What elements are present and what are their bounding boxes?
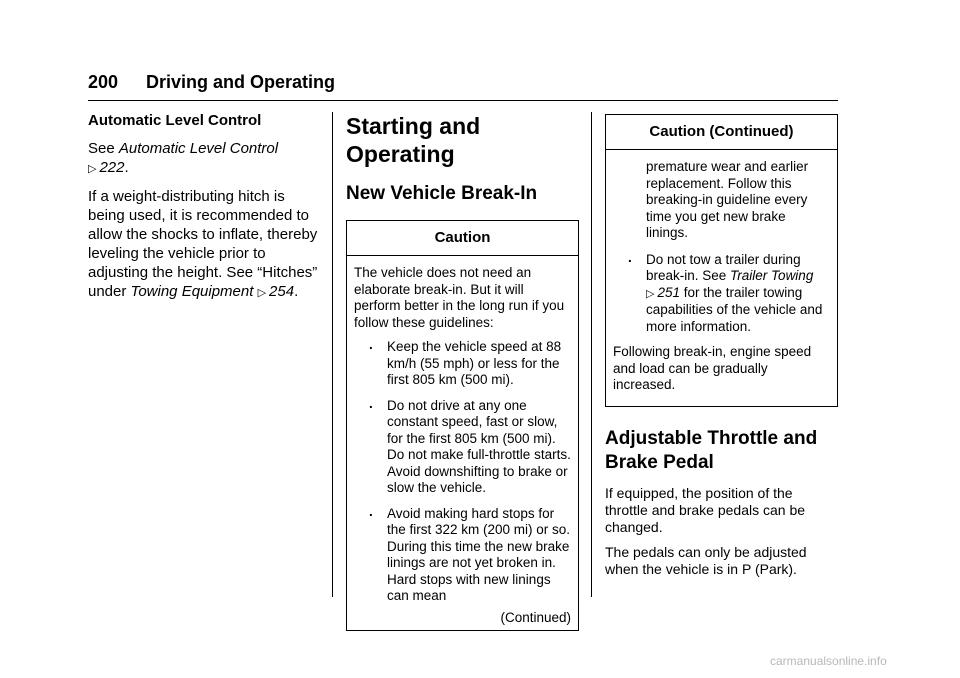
caution-box bbox=[346, 220, 579, 631]
list-item: . Do not tow a trailer during break-in. See Trailer Towing ▷ 251 for the trailer towing capabilities of the vehicle and more information. bbox=[628, 249, 823, 334]
see-reference-paragraph: See Automatic Level Control ▷ 222. bbox=[88, 140, 279, 176]
starting-and-operating-heading: Starting and Operating bbox=[346, 113, 481, 167]
caution-continued-title: Caution (Continued) bbox=[606, 115, 837, 150]
caution-continued-box bbox=[605, 114, 838, 407]
bullet-dot-icon: . bbox=[369, 395, 373, 411]
column-divider-right bbox=[591, 112, 592, 597]
page-reference-254[interactable]: 254 bbox=[269, 283, 295, 300]
hitch-text: If a weight-distributing hitch is being used, it is recommended to allow the shocks to inflate, thereby leveling the vehicle prior to adjusting the height. See “Hitches” under bbox=[88, 188, 318, 300]
page-number: 200 bbox=[88, 72, 119, 92]
list-item: . Avoid making hard stops for the first 322 km (200 mi) or so. During this time the new brake linings are not yet broken in. Hard stops with new linings can mean bbox=[369, 503, 571, 603]
pedal-paragraph-2: The pedals can only be adjusted when the vehicle is in P (Park). bbox=[605, 543, 807, 577]
caution-continued-text: premature wear and earlier replacement. Follow this breaking-in guideline every time you get new brake linings. bbox=[646, 159, 809, 240]
see-label: See bbox=[88, 140, 119, 157]
list-item: . Keep the vehicle speed at 88 km/h (55 mph) or less for the first 805 km (500 mi). bbox=[369, 337, 562, 387]
section-title: Driving and Operating bbox=[146, 72, 336, 92]
page-reference-arrow-icon: ▷ bbox=[646, 287, 655, 300]
break-in-closing: Following break-in, engine speed and load can be gradually increased. bbox=[613, 344, 812, 392]
pedal-paragraph-1: If equipped, the position of the throttle and brake pedals can be changed. bbox=[605, 484, 806, 535]
caution-continued-body bbox=[606, 150, 837, 406]
column-right bbox=[605, 108, 838, 586]
trailer-towing-link[interactable]: Trailer Towing bbox=[730, 268, 814, 283]
bullet-dot-icon: . bbox=[628, 249, 632, 265]
bullet-dot-icon: . bbox=[369, 503, 373, 519]
column-left bbox=[88, 108, 323, 311]
new-vehicle-break-in-heading: New Vehicle Break-In bbox=[346, 183, 538, 204]
towing-equipment-link[interactable]: Towing Equipment bbox=[130, 283, 254, 300]
list-item: . Do not drive at any one constant speed, fast or slow, for the first 805 km (500 mi). Do not make full-throttle starts. Avoid downshifting to brake or slow the vehicle. bbox=[369, 395, 571, 495]
continued-label: (Continued) bbox=[500, 609, 571, 625]
column-middle bbox=[346, 108, 579, 631]
page-reference-arrow-icon: ▷ bbox=[88, 163, 97, 175]
caution-title: Caution bbox=[347, 221, 578, 256]
caution-body bbox=[347, 256, 578, 630]
page-reference-arrow-icon: ▷ bbox=[257, 287, 267, 299]
page-header bbox=[88, 68, 838, 101]
caution-intro: The vehicle does not need an elaborate break-in. But it will perform better in the long run if you follow these guidelines: bbox=[354, 265, 565, 330]
automatic-level-control-link[interactable]: Automatic Level Control bbox=[118, 140, 279, 157]
page-reference-251[interactable]: 251 bbox=[657, 284, 680, 300]
watermark: carmanualsonline.info bbox=[770, 654, 887, 668]
column-divider-left bbox=[332, 112, 333, 597]
hitch-paragraph: If a weight-distributing hitch is being used, it is recommended to allow the shocks to inflate, thereby leveling the vehicle prior to adjusting the height. See “Hitches” under Towing Equipment ▷ 254. bbox=[88, 188, 318, 300]
automatic-level-control-heading: Automatic Level Control bbox=[88, 112, 262, 129]
bullet-dot-icon: . bbox=[369, 337, 373, 352]
page-reference-222[interactable]: 222 bbox=[99, 159, 125, 176]
adjustable-throttle-heading: Adjustable Throttle and Brake Pedal bbox=[605, 427, 818, 473]
